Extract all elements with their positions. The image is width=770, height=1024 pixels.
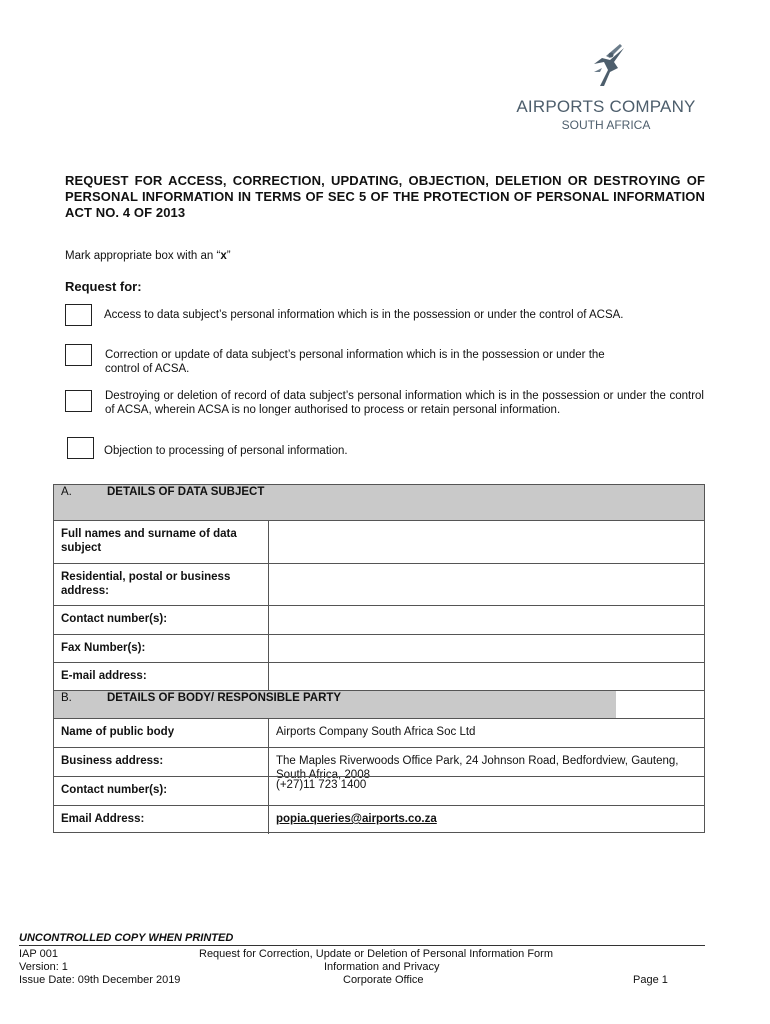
footer-department: Information and Privacy (324, 961, 440, 973)
details-table (53, 484, 705, 833)
section-a-number: A. (61, 486, 72, 498)
footer-office: Corporate Office (343, 974, 424, 986)
contact-number-field[interactable] (269, 606, 704, 634)
correction-option-label: Correction or update of data subject’s personal information which is in the possession or under the control of ACSA. (105, 349, 605, 375)
business-address-label: Business address: (54, 748, 269, 776)
section-a-header (54, 485, 704, 520)
company-logo (510, 42, 705, 132)
body-contact-value: (+27)11 723 1400 (276, 779, 367, 791)
table-row (54, 605, 704, 634)
document-title: REQUEST FOR ACCESS, CORRECTION, UPDATING, OBJECTION, DELETION OR DESTROYING OF PERSONAL INFORMATION IN TERMS OF SEC 5 OF THE PROTECTION OF PERSONAL INFORMATION ACT NO. 4 OF 2013 (65, 173, 705, 220)
table-row (54, 634, 704, 662)
access-option-label: Access to data subject’s personal information which is in the possession or under the control of ACSA. (104, 309, 624, 321)
table-row (54, 563, 704, 605)
table-row (54, 747, 704, 781)
table-row (54, 805, 704, 834)
footer-doc-id: IAP 001 (19, 948, 58, 960)
objection-checkbox[interactable] (67, 437, 94, 459)
fax-number-field[interactable] (269, 635, 704, 662)
footer-form-title: Request for Correction, Update or Deletion of Personal Information Form (199, 948, 553, 960)
public-body-value: Airports Company South Africa Soc Ltd (276, 726, 476, 738)
footer-issue-date: Issue Date: 09th December 2019 (19, 974, 181, 986)
footer-divider (19, 945, 705, 946)
destroying-checkbox[interactable] (65, 390, 92, 412)
instruction-text: Mark appropriate box with an “x” (65, 250, 231, 262)
email-label: E-mail address: (54, 663, 269, 690)
section-a-title: DETAILS OF DATA SUBJECT (107, 486, 265, 498)
body-contact-label: Contact number(s): (54, 777, 269, 805)
section-b-number: B. (61, 692, 72, 704)
footer-version: Version: 1 (19, 961, 68, 973)
table-row (54, 520, 704, 563)
contact-number-label: Contact number(s): (54, 606, 269, 634)
destroying-option-label: Destroying or deletion of record of data subject’s personal information which is in the possession or under the control of ACSA, wherein ACSA is no longer authorised to process or retain personal information. (105, 390, 704, 416)
full-name-label: Full names and surname of data subject (54, 521, 269, 563)
uncontrolled-copy-notice: UNCONTROLLED COPY WHEN PRINTED (19, 932, 234, 944)
public-body-label: Name of public body (54, 719, 269, 747)
logo-company-name: AIRPORTS COMPANY (516, 97, 696, 116)
full-name-field[interactable] (269, 521, 704, 563)
footer-page-number: Page 1 (633, 974, 668, 986)
business-address-value: The Maples Riverwoods Office Park, 24 Johnson Road, Bedfordview, Gauteng, South Africa, 2008 (276, 755, 679, 781)
access-checkbox[interactable] (65, 304, 92, 326)
table-row (54, 776, 704, 805)
section-b-title: DETAILS OF BODY/ RESPONSIBLE PARTY (107, 692, 342, 704)
section-b-header (54, 690, 704, 718)
table-row (54, 662, 704, 690)
logo-subtitle: SOUTH AFRICA (561, 118, 651, 132)
address-field[interactable] (269, 564, 704, 605)
objection-option-label: Objection to processing of personal information. (104, 445, 348, 457)
email-field[interactable] (269, 663, 704, 690)
correction-checkbox[interactable] (65, 344, 92, 366)
body-email-label: Email Address: (54, 806, 269, 834)
body-email-link[interactable]: popia.queries@airports.co.za (276, 813, 437, 825)
fax-number-label: Fax Number(s): (54, 635, 269, 662)
table-row (54, 718, 704, 747)
address-label: Residential, postal or business address: (54, 564, 269, 605)
flying-figure-icon (580, 42, 632, 92)
request-for-label: Request for: (65, 279, 142, 294)
